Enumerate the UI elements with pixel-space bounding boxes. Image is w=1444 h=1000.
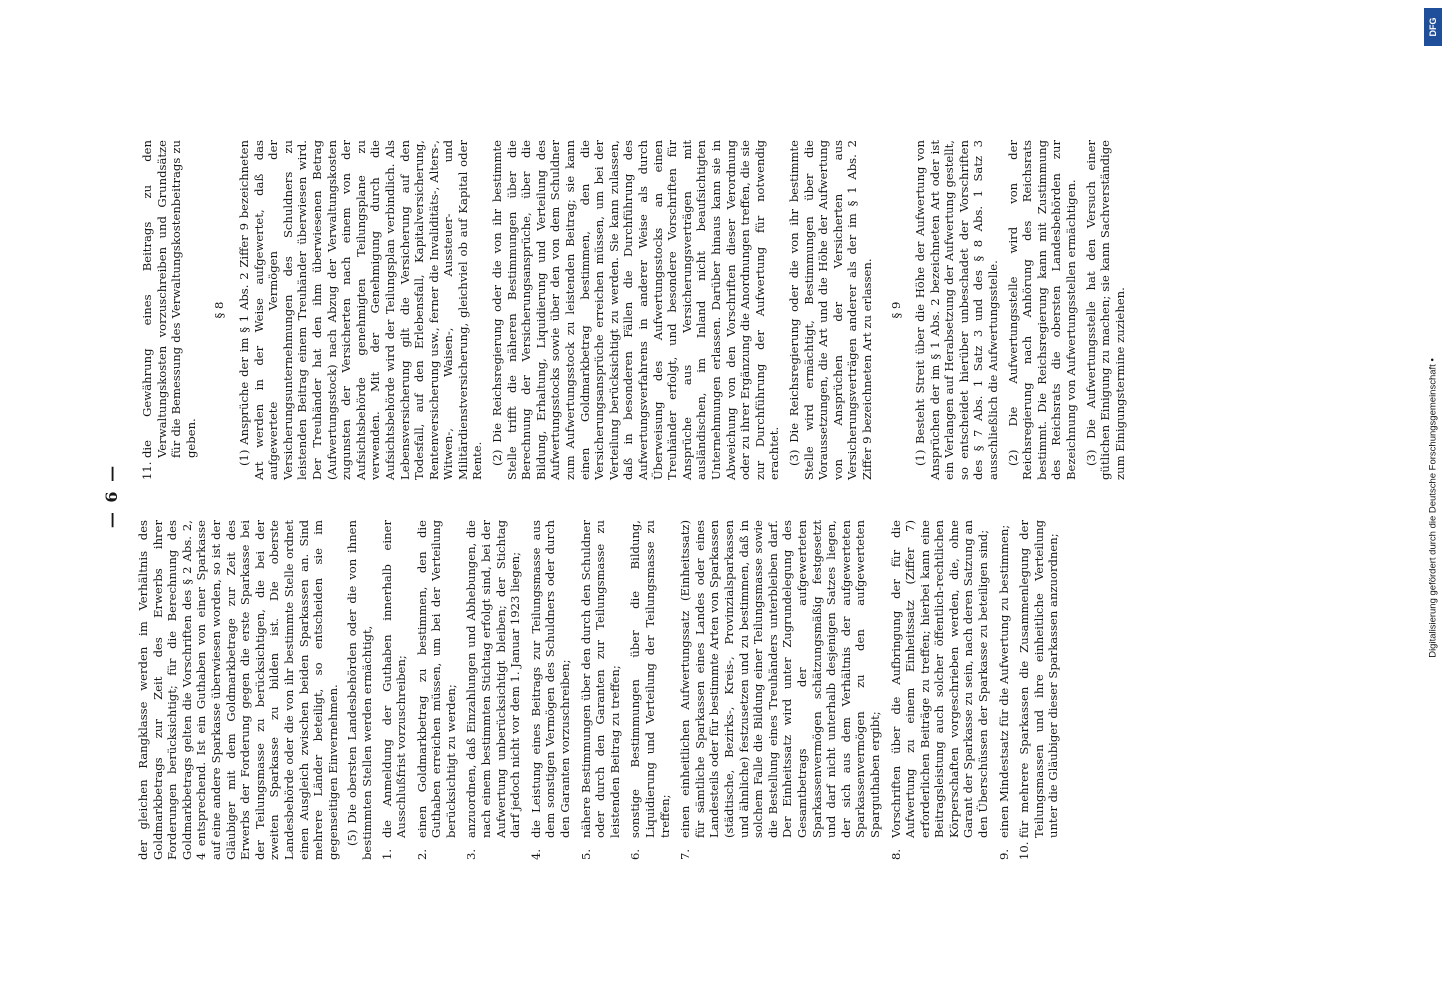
section-8-heading: § 8: [212, 301, 227, 319]
list-item-number: 3.: [464, 848, 479, 860]
list-item: [997, 520, 1012, 860]
page-number-header: — 6 —: [102, 463, 121, 529]
authorization-list: [380, 520, 1062, 860]
right-column: [136, 140, 1132, 480]
section-9-heading: § 9: [888, 301, 903, 319]
list-item: [579, 520, 623, 860]
list-item-number: 9.: [996, 848, 1011, 860]
dfg-logo-text: DFG: [1428, 17, 1438, 37]
list-item-number: 1.: [379, 848, 394, 860]
list-item-text: die Anmeldung der Guthaben innerhalb einer Ausschlußfrist vorzuschreiben;: [379, 520, 409, 838]
list-item: [889, 520, 991, 860]
list-item-number: 7.: [678, 848, 693, 860]
section-9-paragraph-2: (2) Die Aufwertungsstelle wird von der Reichsregierung nach Anhörung des Reichsrats bestimmt. Die Reichsregierung kann mit Zustimmung des Reichsrats die obersten Landesbehörden zur Bezeichnung von Aufwertungsstellen ermächtigen.: [1005, 140, 1079, 480]
section-8-paragraph-1: (1) Ansprüche der im § 1 Abs. 2 Ziffer 9 bezeichneten Art werden in der Weise aufgewertet, daß das aufgewertete Vermögen der Versicherungsunternehmungen des Schuldners zu leistenden Beitrag einem Treuhänder überwiesen wird. Der Treuhänder hat den ihm überwiesenen Betrag (Aufwertungsstock) nach Abzug der Verwaltungskosten zugunsten der Versicherten nach einem von der Aufsichtsbehörde genehmigten Teilungsplane zu verwenden. Mit der Genehmigung durch die Aufsichtsbehörde wird der Teilungsplan verbindlich. Als Lebensversicherung gilt die Versicherung auf den Todesfall, auf den Erlebensfall, Kapitalversicherung, Rentenversicherung usw., ferner die Invaliditäts-, Alters-, Witwen-, Waisen-, Aussteuer- und Militärdienstversicherung, gleichviel ob auf Kapital oder Rente.: [236, 140, 485, 480]
dfg-credit-text: Digitalisierung gefördert durch die Deutsche Forschungsgemeinschaft •: [1427, 358, 1439, 658]
list-item-text: einen einheitlichen Aufwertungssatz (Einheitssatz) für sämtliche Sparkassen eines Landes oder eines Landesteils oder für bestimmte Arten von Sparkassen (städtische, Bezirks-, Kreis-, Provinzialsparkassen und ähnliche) festzusetzen und zu bestimmen, daß in solchem Falle die Bildung einer Teilungsmasse sowie die Bestellung eines Treuhänders unterbleiben darf. Der Einheitssatz wird unter Zugrundelegung des Gesamtbetrags der aufgewerteten Sparkassenvermögen schätzungsmäßig festgesetzt und darf nicht unterhalb desjenigen Satzes liegen, der sich aus dem Verhältnis der aufgewerteten Sparkassenvermögen zu den aufgewerteten Sparguthaben ergibt;: [678, 520, 882, 838]
list-item-text: nähere Bestimmungen über den durch den Schuldner oder durch den Garanten zur Teilungsmasse zu leistenden Beitrag zu treffen;: [578, 520, 622, 838]
scanned-page: [52, 70, 1382, 930]
list-item-text: anzuordnen, daß Einzahlungen und Abhebungen, die nach einem bestimmten Stichtag erfolgt sind, bei der Aufwertung unberücksichtigt bleiben; der Stichtag darf jedoch nicht vor dem 1. Januar 1923 liegen;: [464, 520, 523, 838]
list-item-number: 2.: [414, 848, 429, 860]
list-item-text: die Leistung eines Beitrags zur Teilungsmasse aus dem sonstigen Vermögen des Schuldners oder durch den Garanten vorzuschreiben;: [528, 520, 573, 838]
list-item-number: 4.: [528, 848, 543, 860]
list-item-text: Vorschriften über die Aufbringung der für die Aufwertung zu einem Einheitssatz (Ziffer 7) erforderlichen Beiträge zu treffen; hierbei kann eine Beitragsleistung auch solcher öffentlich-rechtlichen Körperschaften vorgeschrieben werden, die, ohne Garant der Sparkasse zu sein, nach deren Satzung an den Überschüssen der Sparkasse zu beteiligen sind;: [888, 520, 991, 838]
list-item: [1017, 520, 1061, 860]
list-item: [529, 520, 573, 860]
list-item: [628, 520, 672, 860]
section-9-paragraph-1: (1) Besteht Streit über die Höhe der Aufwertung von Ansprüchen der im § 1 Abs. 2 bezeichneten Art oder ist ein Verlangen auf Herabsetzung der Aufwertung gestellt, so entscheidet hierüber unbeschadet der Vorschriften des § 7 Abs. 1 Satz 3 und des § 8 Abs. 1 Satz 3 ausschließlich die Aufwertungsstelle.: [913, 140, 1001, 480]
section-8-paragraph-2: (2) Die Reichsregierung oder die von ihr bestimmte Stelle trifft die näheren Bestimmungen über die Berechnung der Versicherungsansprüche, über die Bildung, Erhaltung, Liquidierung und Verteilung des Aufwertungsstocks sowie über den von dem Schuldner zum Aufwertungsstock zu leistenden Beitrag; sie kann einen Goldmarkbetrag bestimmen, den die Versicherungsansprüche erreichen müssen, um bei der Verteilung berücksichtigt zu werden. Sie kann zulassen, daß in besonderen Fällen die Durchführung des Aufwertungsverfahrens in anderer Weise als durch Überweisung des Aufwertungsstocks an einen Treuhänder erfolgt, und besondere Vorschriften für Ansprüche aus Versicherungsverträgen mit ausländischen, im Inland nicht beaufsichtigten Unternehmungen erlassen. Darüber hinaus kann sie in Abweichung von den Vorschriften dieser Verordnung oder zu ihrer Ergänzung die Anordnungen treffen, die sie zur Durchführung der Aufwertung für notwendig erachtet.: [490, 140, 782, 480]
list-item-number: 6.: [628, 848, 643, 860]
list-item-number: 10.: [1017, 841, 1032, 860]
paragraph-5: (5) Die obersten Landesbehörden oder die von ihnen bestimmten Stellen werden ermächtigt,: [345, 520, 374, 860]
list-item-text: die Gewährung eines Beitrags zu den Verwaltungskosten vorzuschreiben und Grundsätze für die Bemessung des Verwaltungskostenbeitrags zu geben.: [140, 140, 198, 458]
list-item-number: 5.: [578, 848, 593, 860]
dfg-logo: [1424, 8, 1442, 46]
list-item-text: einen Goldmarkbetrag zu bestimmen, den die Guthaben erreichen müssen, um bei der Verteilung berücksichtigt zu werden;: [414, 520, 458, 838]
list-item: [464, 520, 522, 860]
left-column: [136, 520, 1132, 860]
section-8-paragraph-3: (3) Die Reichsregierung oder die von ihr bestimmte Stelle wird ermächtigt, Bestimmungen über die Voraussetzungen, die Art und die Höhe der Aufwertung von Ansprüchen der Versicherten aus Versicherungsverträgen anderer als der im § 1 Abs. 2 Ziffer 9 bezeichneten Art zu erlassen.: [786, 140, 874, 480]
list-item-number: 11.: [140, 461, 154, 480]
dfg-credit-strip: [1422, 8, 1444, 998]
list-item-text: sonstige Bestimmungen über die Bildung, Liquidierung und Verteilung der Teilungsmasse zu treffen;: [628, 520, 672, 838]
list-item-text: einen Mindestsatz für die Aufwertung zu bestimmen;: [996, 524, 1011, 838]
section-9-paragraph-3: (3) Die Aufwertungsstelle hat den Versuch einer gütlichen Einigung zu machen; sie kann Sachverständige zum Einigungstermine zuziehen.: [1083, 140, 1127, 480]
list-item-number: 8.: [888, 848, 903, 860]
list-item: [678, 520, 882, 860]
list-item: [380, 520, 409, 860]
list-item-text: für mehrere Sparkassen die Zusammenlegung der Teilungsmassen und ihre einheitliche Verteilung unter die Gläubiger dieser Sparkassen anzuordnen;: [1017, 520, 1061, 838]
list-item: [415, 520, 459, 860]
list-item: [140, 140, 198, 480]
left-intro-paragraph: der gleichen Rangklasse werden im Verhältnis des Goldmarkbetrags zur Zeit des Erwerbs ihrer Forderungen berücksichtigt; für die Berechnung des Goldmarkbetrags gelten die Vorschriften des § 2 Abs. 2, 4 entsprechend. Ist ein Guthaben von einer Sparkasse auf eine andere Sparkasse überwiesen worden, so ist der Gläubiger mit dem Goldmarkbetrage zur Zeit des Erwerbs der Forderung gegen die erste Sparkasse bei der Teilungsmasse zu berücksichtigen, die bei der zweiten Sparkasse zu bilden ist. Die oberste Landesbehörde oder die von ihr bestimmte Stelle ordnet einen Ausgleich zwischen beiden Sparkassen an. Sind mehrere Länder beteiligt, so entscheiden sie im gegenseitigen Einvernehmen.: [136, 520, 340, 860]
